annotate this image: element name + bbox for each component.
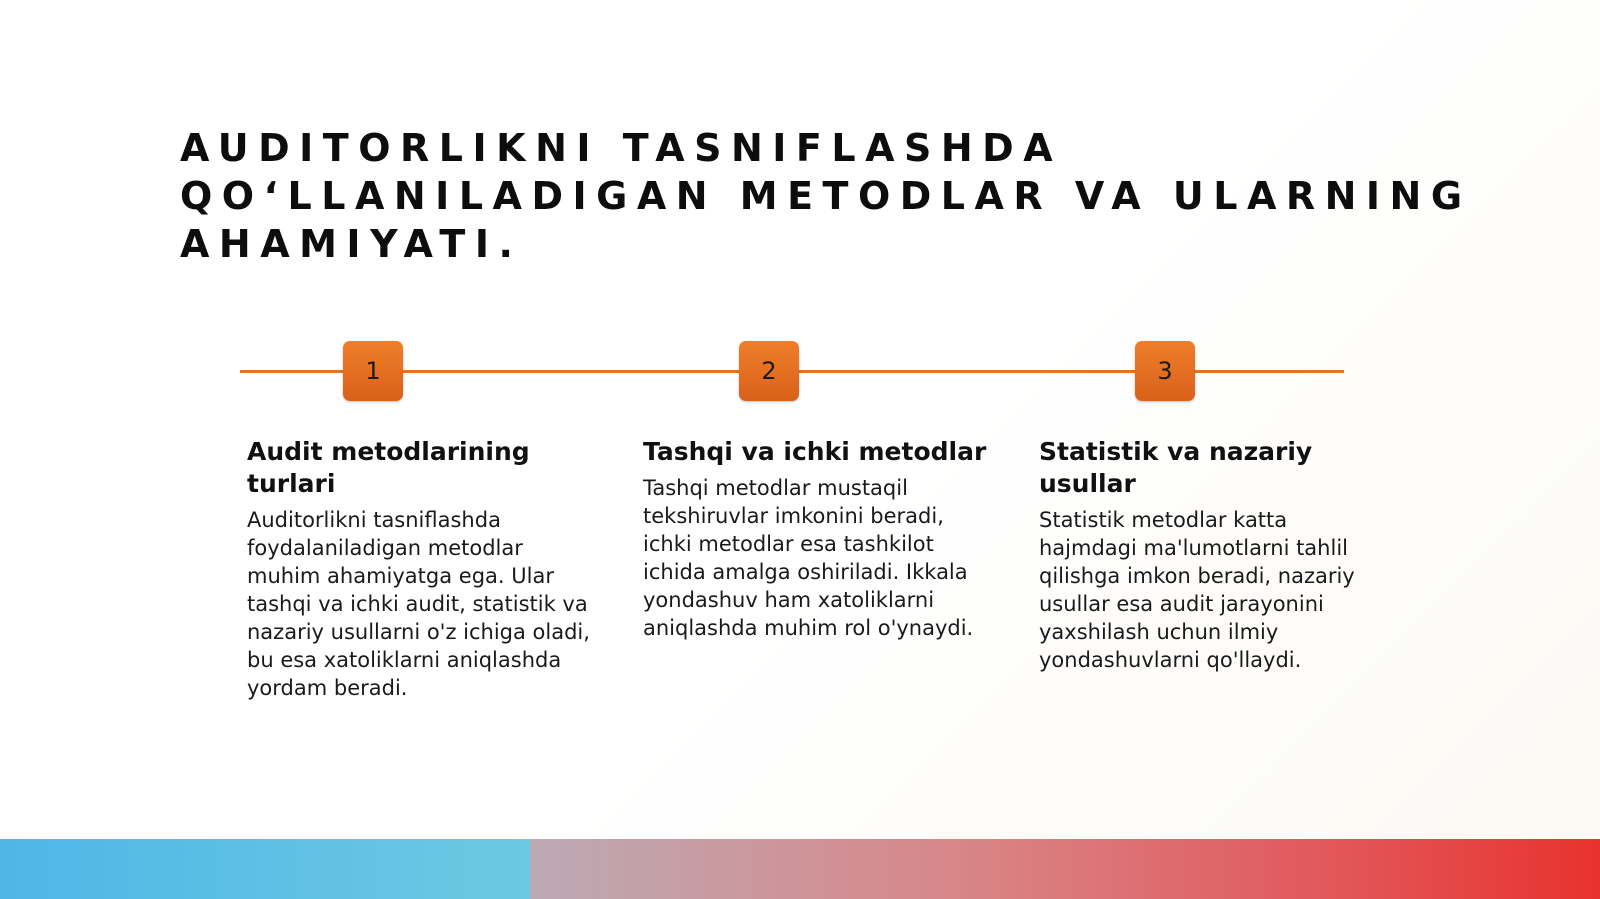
step-1-badge: 1 xyxy=(343,341,403,401)
bottom-band-left xyxy=(0,839,530,899)
step-3-heading: Statistik va nazariy usullar xyxy=(1039,437,1313,498)
step-2 xyxy=(643,436,988,642)
step-3 xyxy=(1039,436,1384,674)
step-2-heading: Tashqi va ichki metodlar xyxy=(643,437,987,466)
title-line-3: AHAMIYATI. xyxy=(180,222,523,266)
step-3-text: Statistik metodlar katta hajmdagi ma'lumotlarni tahlil qilishga imkon beradi, nazariy usullar esa audit jarayonini yaxshilash uchun ilmiy yondashuvlarni qo'llaydi. xyxy=(1039,508,1355,672)
step-3-badge: 3 xyxy=(1135,341,1195,401)
step-2-badge: 2 xyxy=(739,341,799,401)
step-1-text: Auditorlikni tasniflashda foydalaniladigan metodlar muhim ahamiyatga ega. Ular tashqi va ichki audit, statistik va nazariy usullarni o'z ichiga oladi, bu esa xatoliklarni aniqlashda yordam beradi. xyxy=(247,508,590,700)
bottom-gradient-band xyxy=(0,839,1600,899)
title-line-1: AUDITORLIKNI TASNIFLASHDA xyxy=(180,126,1063,170)
slide-title xyxy=(180,124,1580,268)
step-2-text: Tashqi metodlar mustaqil tekshiruvlar imkonini beradi, ichki metodlar esa tashkilot ichida amalga oshiriladi. Ikkala yondashuv ham xatoliklarni aniqlashda muhim rol o'ynaydi. xyxy=(643,476,974,640)
step-1 xyxy=(247,436,592,702)
title-line-2: QO‘LLANILADIGAN METODLAR VA ULARNING xyxy=(180,174,1472,218)
bottom-band-right xyxy=(530,839,1600,899)
step-1-heading: Audit metodlarining turlari xyxy=(247,437,530,498)
